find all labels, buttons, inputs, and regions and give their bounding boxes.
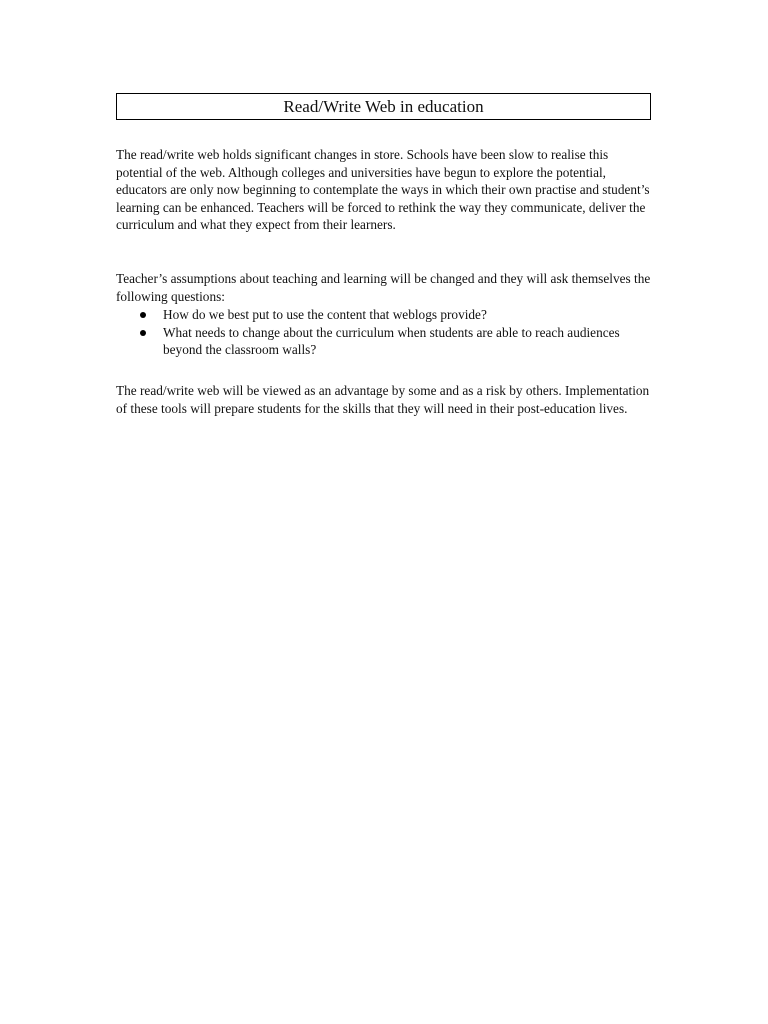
paragraph-conclusion: The read/write web will be viewed as an advantage by some and as a risk by others. Implementation of these tools will prepare students for the skills that they will need in their post-education lives. [116, 383, 650, 416]
document-title: Read/Write Web in education [116, 93, 651, 120]
paragraph-intro: The read/write web holds significant changes in store. Schools have been slow to realise this potential of the web. Although colleges and universities have begun to explore the potential, educators are only now beginning to contemplate the ways in which their own practise and student’s learning can be enhanced. Teachers will be forced to rethink the way they communicate, deliver the curriculum and what they expect from their learners. [116, 147, 650, 233]
list-item-text: How do we best put to use the content that weblogs provide? [163, 307, 487, 322]
bullet-icon [140, 330, 146, 336]
list-item [116, 306, 656, 324]
question-list [116, 306, 656, 359]
paragraph-assumptions: Teacher’s assumptions about teaching and learning will be changed and they will ask themselves the following questions: [116, 271, 651, 304]
bullet-icon [140, 312, 146, 318]
list-item [116, 324, 656, 359]
list-item-text: What needs to change about the curriculum when students are able to reach audiences beyond the classroom walls? [163, 324, 620, 358]
